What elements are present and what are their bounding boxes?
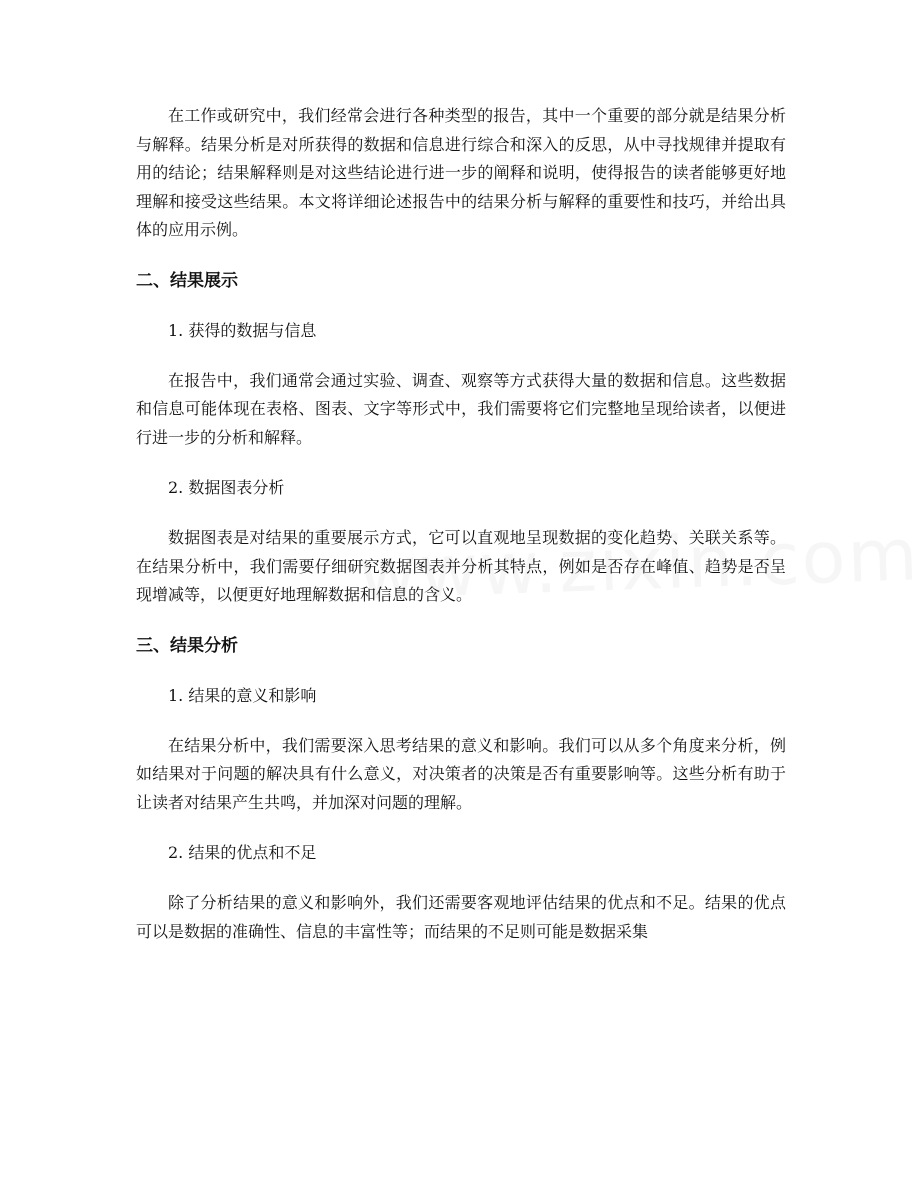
document-body bbox=[136, 102, 786, 968]
subheading-pros-cons: 2. 结果的优点和不足 bbox=[168, 843, 317, 862]
paragraph-chart-analysis: 数据图表是对结果的重要展示方式，它可以直观地呈现数据的变化趋势、关联关系等。在结果分析中，我们需要仔细研究数据图表并分析其特点，例如是否存在峰值、趋势是否呈现增减等，以便更好地理解数据和信息的含义。 bbox=[136, 528, 786, 604]
intro-paragraph: 在工作或研究中，我们经常会进行各种类型的报告，其中一个重要的部分就是结果分析与解释。结果分析是对所获得的数据和信息进行综合和深入的反思，从中寻找规律并提取有用的结论；结果解释则是对这些结论进行进一步的阐释和说明，使得报告的读者能够更好地理解和接受这些结果。本文将详细论述报告中的结果分析与解释的重要性和技巧，并给出具体的应用示例。 bbox=[136, 106, 786, 239]
section-heading-results-display: 二、结果展示 bbox=[136, 270, 238, 291]
paragraph-meaning-impact: 在结果分析中，我们需要深入思考结果的意义和影响。我们可以从多个角度来分析，例如结果对于问题的解决具有什么意义，对决策者的决策是否有重要影响等。这些分析有助于让读者对结果产生共鸣，并加深对问题的理解。 bbox=[136, 735, 786, 812]
paragraph-data-and-info: 在报告中，我们通常会通过实验、调查、观察等方式获得大量的数据和信息。这些数据和信息可能体现在表格、图表、文字等形式中，我们需要将它们完整地呈现给读者，以便进行进一步的分析和解释。 bbox=[136, 370, 786, 447]
subheading-data-and-info: 1. 获得的数据与信息 bbox=[168, 320, 317, 340]
section-heading-results-analysis: 三、结果分析 bbox=[136, 635, 238, 656]
subheading-meaning-impact: 1. 结果的意义和影响 bbox=[168, 685, 317, 705]
paragraph-pros-cons: 除了分析结果的意义和影响外，我们还需要客观地评估结果的优点和不足。结果的优点可以是数据的准确性、信息的丰富性等；而结果的不足则可能是数据采集 bbox=[136, 893, 786, 941]
subheading-chart-analysis: 2. 数据图表分析 bbox=[168, 478, 285, 497]
